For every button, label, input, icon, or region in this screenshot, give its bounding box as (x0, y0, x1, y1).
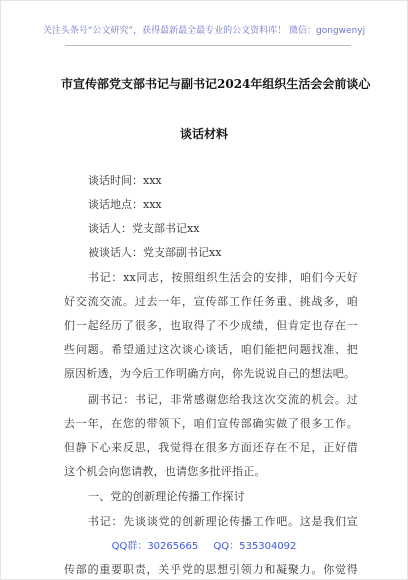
footer-contact (1, 537, 407, 552)
meta-speaker: 谈话人：党支部书记xx (88, 222, 200, 235)
paragraph-line: 原因析透，为今后工作明确方向，你先说说自己的想法吧。 (64, 367, 356, 380)
paragraph-line: 传部的重要职责，关乎党的思想引领力和凝聚力。你觉得 (64, 563, 358, 576)
meta-listener: 被谈话人：党支部副书记xx (88, 246, 222, 259)
meta-location: 谈话地点：xxx (88, 198, 162, 211)
footer-qq: QQ：535304092 (213, 541, 297, 552)
paragraph-line: 书记：先谈谈党的创新理论传播工作吧。这是我们宣 (88, 515, 358, 528)
paragraph-line: 这个机会向您请教，也请您多批评指正。 (64, 465, 266, 478)
paragraph-line: 书记：xx同志，按照组织生活会的安排，咱们今天好 (88, 271, 358, 284)
header-banner: 关注头条号“公文研究”，获得最新最全最专业的公文资料库！ 微信：gongwenyj (42, 26, 366, 36)
section-heading: 一、党的创新理论传播工作探讨 (88, 490, 245, 503)
meta-time: 谈话时间：xxx (88, 174, 162, 187)
paragraph-line: 们一起经历了很多，也取得了不少成绩，但肯定也存在一 (64, 319, 358, 332)
footer-qq-group: QQ群：30265665 (111, 541, 199, 552)
header-divider (65, 45, 351, 46)
paragraph-line: 好交流交流。过去一年，宣传部工作任务重、挑战多，咱 (64, 295, 358, 308)
document-title-line2: 谈话材料 (179, 127, 228, 141)
paragraph-line: 副书记：书记，非常感谢您给我这次交流的机会。过 (88, 393, 358, 406)
paragraph-line: 些问题。希望通过这次谈心谈话，咱们能把问题找准、把 (64, 343, 358, 356)
document-title-line1: 市宣传部党支部书记与副书记2024年组织生活会会前谈心 (61, 77, 371, 91)
paragraph-line: 但静下心来反思，我觉得在很多方面还存在不足，正好借 (64, 441, 358, 454)
paragraph-line: 去一年，在您的带领下，咱们宣传部确实做了很多工作。 (64, 417, 358, 430)
